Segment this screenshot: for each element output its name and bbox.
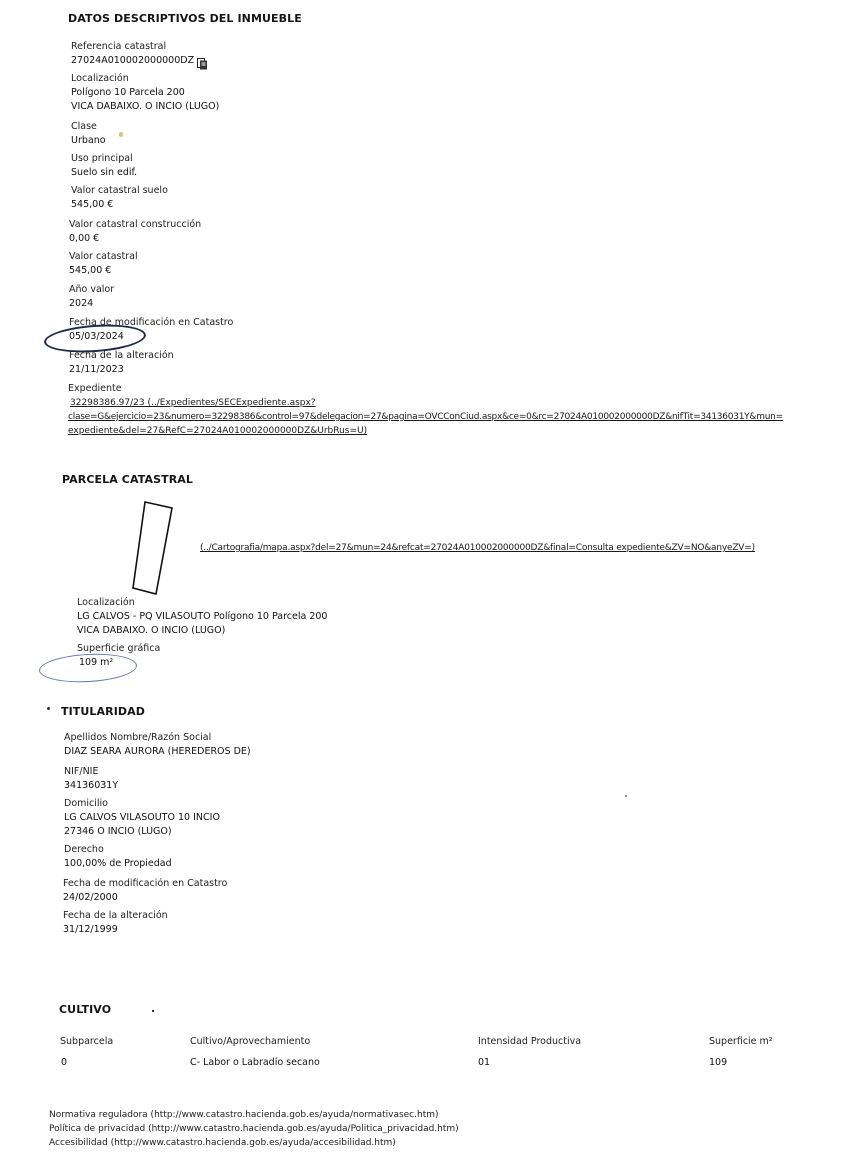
cell-cultivo: C- Labor o Labradío secano bbox=[190, 1057, 320, 1068]
vcat-label: Valor catastral bbox=[69, 251, 138, 262]
tit-falt-value: 31/12/1999 bbox=[63, 924, 118, 935]
fmod-value: 05/03/2024 bbox=[69, 331, 124, 342]
footer-link-accesibilidad[interactable]: Accesibilidad (http://www.catastro.hacienda.gob.es/ayuda/accesibilidad.htm) bbox=[49, 1138, 396, 1148]
anyo-value: 2024 bbox=[69, 298, 94, 309]
cell-superficie: 109 bbox=[709, 1057, 728, 1068]
parcel-map-thumbnail[interactable] bbox=[128, 498, 178, 598]
tit-fmod-value: 24/02/2000 bbox=[63, 892, 118, 903]
footer-link-privacidad[interactable]: Política de privacidad (http://www.catastro.hacienda.gob.es/ayuda/Politica_privacidad.htm) bbox=[49, 1124, 459, 1134]
falt-label: Fecha de la alteración bbox=[69, 350, 174, 361]
expediente-link-line3[interactable]: expediente&del=27&RefC=27024A010002000000DZ&UrbRus=U) bbox=[68, 426, 368, 436]
col-header-cultivo: Cultivo/Aprovechamiento bbox=[190, 1036, 311, 1047]
vcat-value: 545,00 € bbox=[69, 265, 112, 276]
dom-line1: LG CALVOS VILASOUTO 10 INCIO bbox=[64, 812, 220, 823]
cell-intensidad: 01 bbox=[478, 1057, 491, 1068]
speck-mark bbox=[119, 132, 123, 137]
section-heading-cultivo: CULTIVO bbox=[59, 1003, 112, 1016]
nombre-label: Apellidos Nombre/Razón Social bbox=[64, 732, 212, 743]
loc-line1: Polígono 10 Parcela 200 bbox=[71, 87, 185, 98]
nombre-value: DIAZ SEARA AURORA (HEREDEROS DE) bbox=[64, 746, 251, 757]
dom-label: Domicilio bbox=[64, 798, 108, 809]
speck-mark-4 bbox=[152, 1010, 154, 1012]
copy-icon[interactable] bbox=[197, 55, 208, 67]
uso-label: Uso principal bbox=[71, 153, 133, 164]
dom-line2: 27346 O INCIO (LUGO) bbox=[64, 826, 172, 837]
vsuelo-value: 545,00 € bbox=[71, 199, 114, 210]
fmod-label: Fecha de modificación en Catastro bbox=[69, 317, 234, 328]
col-header-intensidad: Intensidad Productiva bbox=[478, 1036, 582, 1047]
loc-label: Localización bbox=[71, 73, 129, 84]
vcons-label: Valor catastral construcción bbox=[69, 219, 202, 230]
nif-value: 34136031Y bbox=[64, 780, 119, 791]
cell-subparcela: 0 bbox=[61, 1057, 68, 1068]
ref-value: 27024A010002000000DZ bbox=[71, 55, 195, 66]
map-link[interactable]: (../Cartografia/mapa.aspx?del=27&mun=24&refcat=27024A010002000000DZ&final=Consulta expediente&ZV=NO&anyeZV=) bbox=[200, 543, 755, 553]
der-label: Derecho bbox=[64, 844, 104, 855]
speck-mark-2 bbox=[47, 707, 50, 710]
footer-link-normativa[interactable]: Normativa reguladora (http://www.catastro.hacienda.gob.es/ayuda/normativasec.htm) bbox=[49, 1110, 439, 1120]
ref-label: Referencia catastral bbox=[71, 41, 167, 52]
sup-value: 109 m² bbox=[79, 657, 114, 668]
speck-mark-3 bbox=[625, 795, 627, 797]
nif-label: NIF/NIE bbox=[64, 766, 99, 777]
clase-value: Urbano bbox=[71, 135, 106, 146]
section-heading-descriptivos: DATOS DESCRIPTIVOS DEL INMUEBLE bbox=[68, 12, 302, 25]
tit-falt-label: Fecha de la alteración bbox=[63, 910, 168, 921]
clase-label: Clase bbox=[71, 121, 97, 132]
falt-value: 21/11/2023 bbox=[69, 364, 124, 375]
vsuelo-label: Valor catastral suelo bbox=[71, 185, 168, 196]
vcons-value: 0,00 € bbox=[69, 233, 100, 244]
anyo-label: Año valor bbox=[69, 284, 115, 295]
exp-label: Expediente bbox=[68, 383, 122, 394]
col-header-subparcela: Subparcela bbox=[60, 1036, 114, 1047]
loc-line2: VICA DABAIXO. O INCIO (LUGO) bbox=[71, 101, 220, 112]
tit-fmod-label: Fecha de modificación en Catastro bbox=[63, 878, 228, 889]
sup-label: Superficie gráfica bbox=[77, 643, 161, 654]
section-heading-titularidad: TITULARIDAD bbox=[61, 705, 145, 718]
parcela-loc-line2: VICA DABAIXO. O INCIO (LUGO) bbox=[77, 625, 226, 636]
col-header-superficie: Superficie m² bbox=[709, 1036, 773, 1047]
section-heading-parcela: PARCELA CATASTRAL bbox=[62, 473, 193, 486]
ink-circle-2 bbox=[38, 651, 137, 684]
der-value: 100,00% de Propiedad bbox=[64, 858, 172, 869]
parcela-loc-label: Localización bbox=[77, 597, 135, 608]
expediente-link[interactable]: 32298386.97/23 (../Expedientes/SECExpediente.aspx? bbox=[70, 398, 316, 408]
parcela-loc-line1: LG CALVOS - PQ VILASOUTO Polígono 10 Parcela 200 bbox=[77, 611, 328, 622]
expediente-link-line2[interactable]: clase=G&ejercicio=23&numero=32298386&control=97&delegacion=27&pagina=OVCConCiud.aspx&ce=0&rc=27024A010002000000DZ&nifTit=34136031Y&mun= bbox=[68, 412, 783, 422]
uso-value: Suelo sin edif. bbox=[71, 167, 138, 178]
